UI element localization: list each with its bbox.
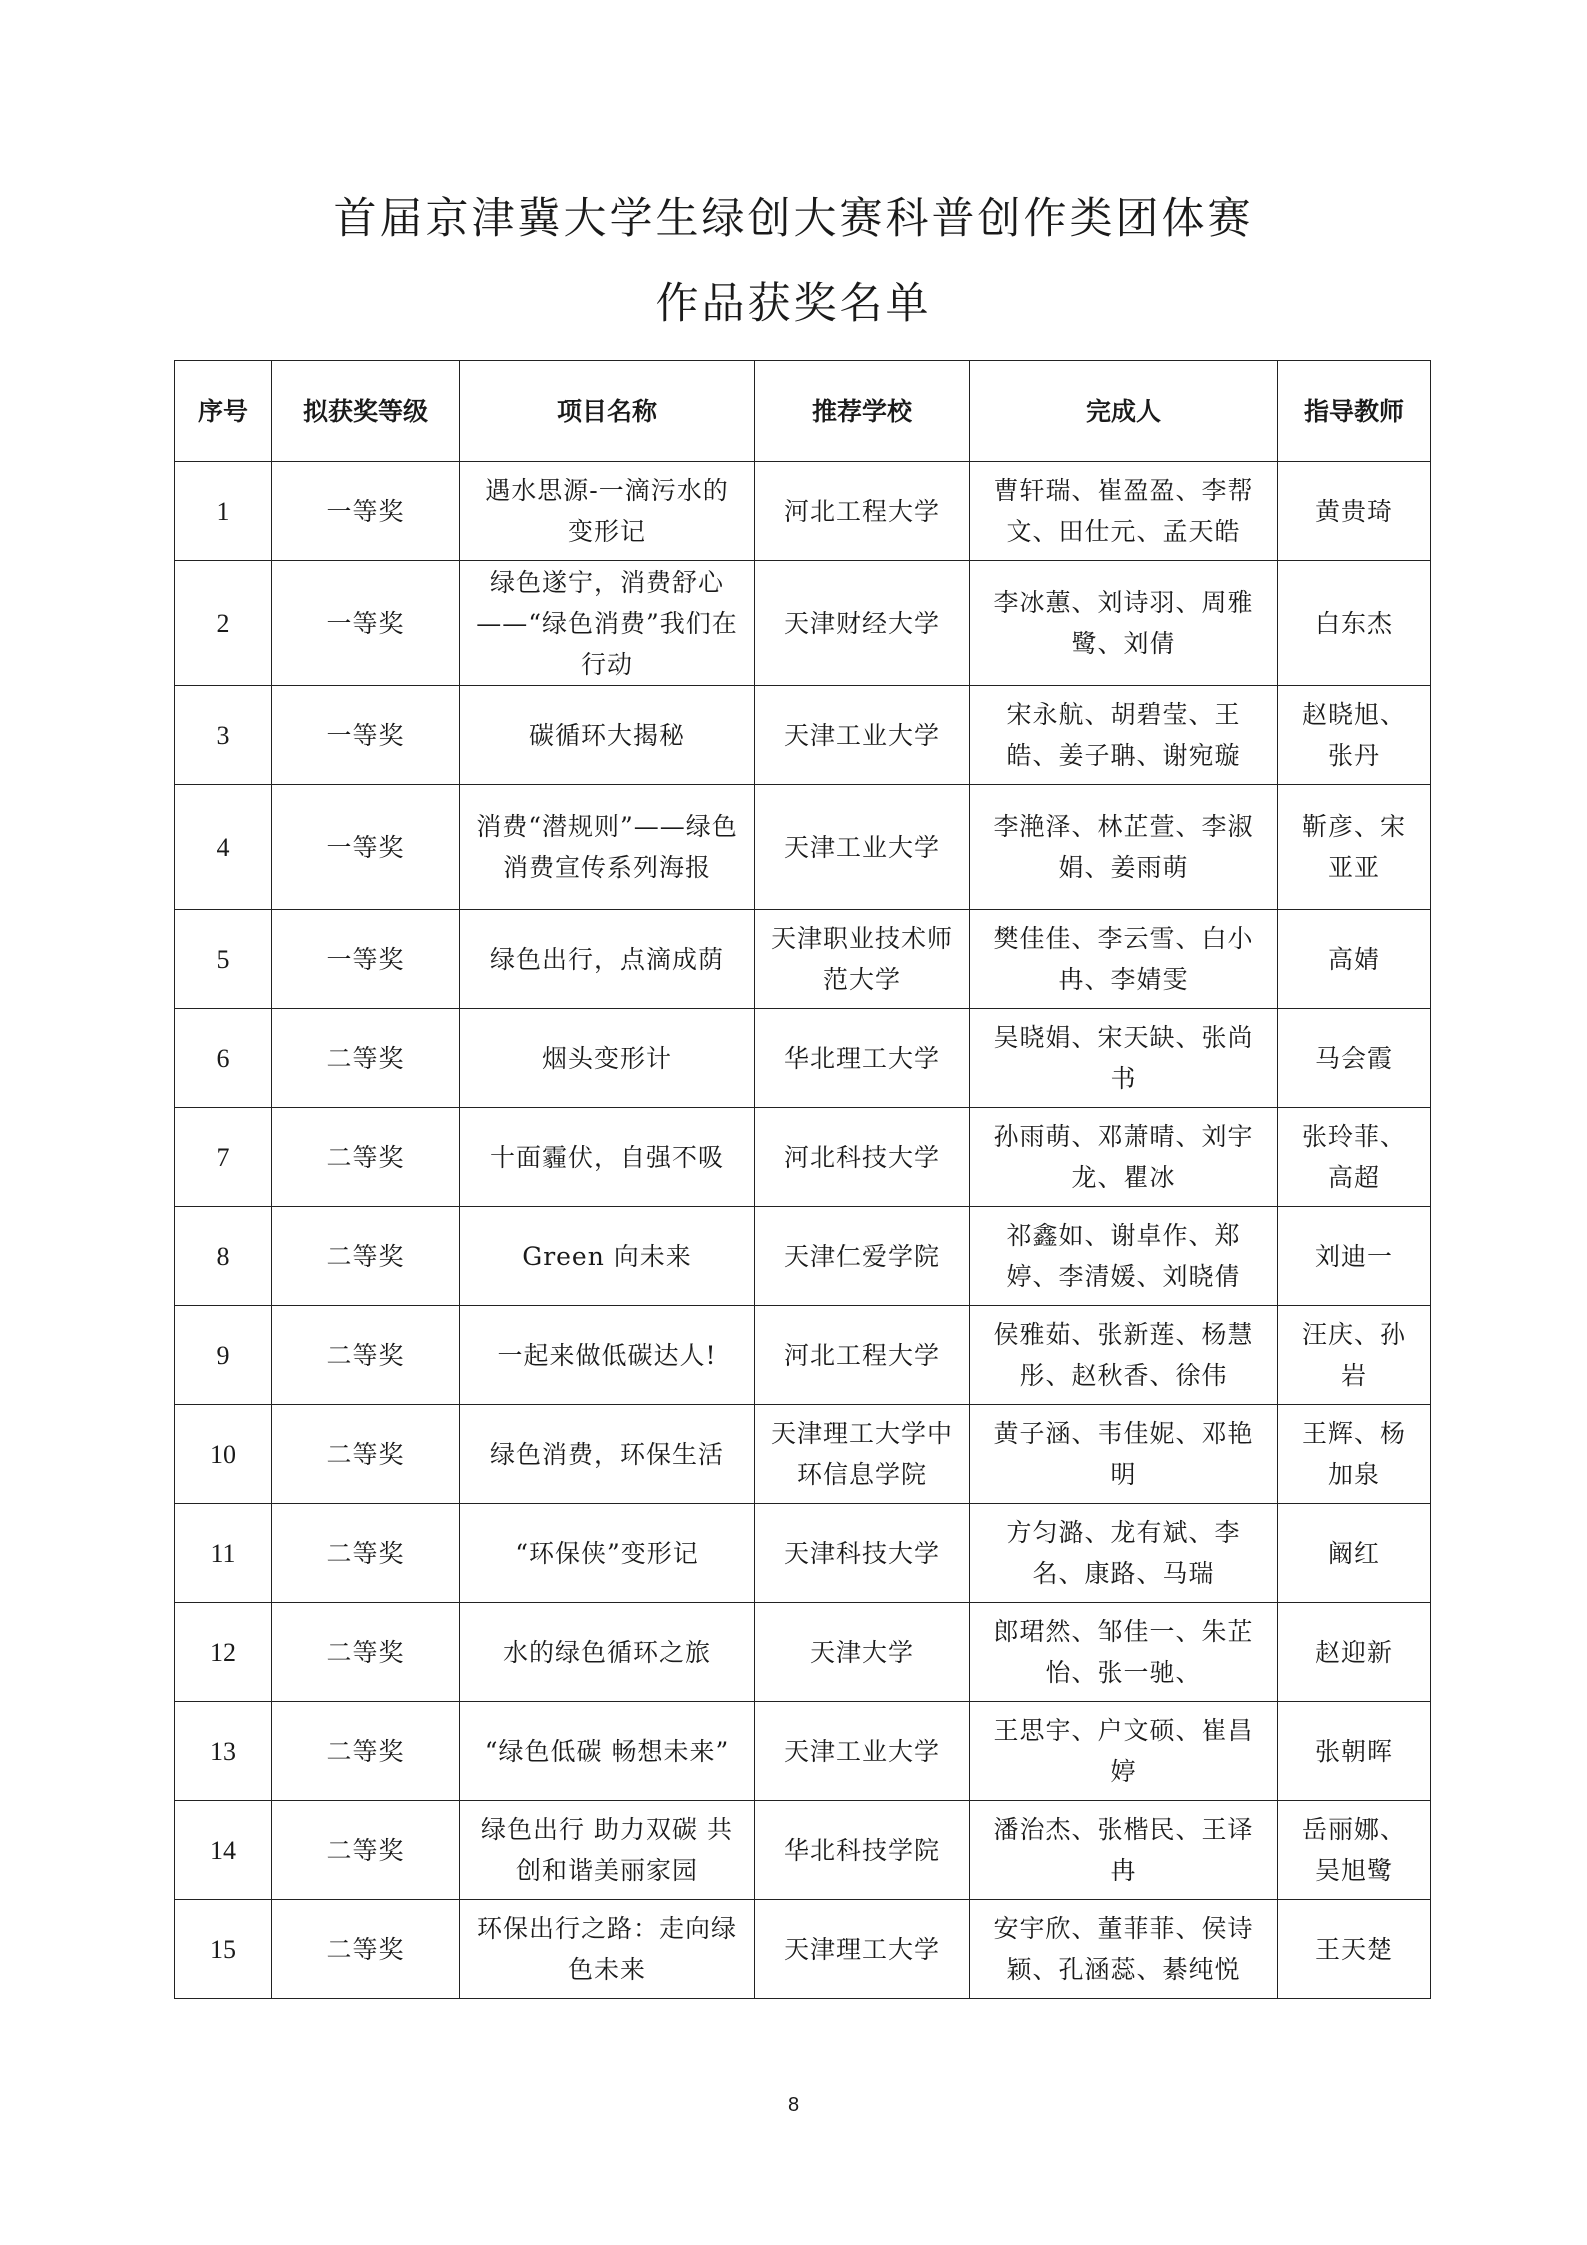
document-title — [0, 194, 1587, 329]
cell-teacher: 马会霞 — [1278, 1009, 1431, 1108]
cell-project-name: 绿色出行 助力双碳 共创和谐美丽家园 — [460, 1801, 755, 1900]
awards-table — [174, 360, 1431, 1999]
cell-number: 12 — [175, 1603, 272, 1702]
cell-number: 7 — [175, 1108, 272, 1207]
cell-teacher: 王辉、杨加泉 — [1278, 1405, 1431, 1504]
cell-teacher: 汪庆、孙岩 — [1278, 1306, 1431, 1405]
cell-school: 河北科技大学 — [755, 1108, 970, 1207]
table-row — [175, 1603, 1431, 1702]
cell-project-name: 消费“潜规则”——绿色消费宣传系列海报 — [460, 785, 755, 910]
table-row — [175, 1702, 1431, 1801]
cell-award-level: 二等奖 — [272, 1900, 460, 1999]
title-line-1: 首届京津冀大学生绿创大赛科普创作类团体赛 — [333, 194, 1254, 244]
cell-members: 宋永航、胡碧莹、王皓、姜子聃、谢宛璇 — [970, 686, 1278, 785]
cell-school: 华北理工大学 — [755, 1009, 970, 1108]
cell-teacher: 靳彦、宋亚亚 — [1278, 785, 1431, 910]
cell-school: 天津科技大学 — [755, 1504, 970, 1603]
cell-members: 侯雅茹、张新莲、杨慧彤、赵秋香、徐伟 — [970, 1306, 1278, 1405]
cell-number: 11 — [175, 1504, 272, 1603]
cell-members: 安宇欣、董菲菲、侯诗颖、孔涵蕊、綦纯悦 — [970, 1900, 1278, 1999]
cell-award-level: 一等奖 — [272, 910, 460, 1009]
cell-members: 樊佳佳、李云雪、白小冉、李婧雯 — [970, 910, 1278, 1009]
header-school: 推荐学校 — [755, 361, 970, 462]
cell-teacher: 赵迎新 — [1278, 1603, 1431, 1702]
table-row — [175, 561, 1431, 686]
table-row — [175, 462, 1431, 561]
cell-number: 3 — [175, 686, 272, 785]
cell-number: 10 — [175, 1405, 272, 1504]
cell-number: 1 — [175, 462, 272, 561]
cell-project-name: 环保出行之路：走向绿色未来 — [460, 1900, 755, 1999]
cell-members: 吴晓娟、宋天缺、张尚书 — [970, 1009, 1278, 1108]
cell-project-name: 烟头变形计 — [460, 1009, 755, 1108]
cell-members: 王思宇、户文硕、崔昌婷 — [970, 1702, 1278, 1801]
cell-teacher: 赵晓旭、张丹 — [1278, 686, 1431, 785]
cell-teacher: 阚红 — [1278, 1504, 1431, 1603]
table-header-row — [175, 361, 1431, 462]
cell-teacher: 岳丽娜、吴旭鹭 — [1278, 1801, 1431, 1900]
cell-project-name: 碳循环大揭秘 — [460, 686, 755, 785]
cell-members: 黄子涵、韦佳妮、邓艳明 — [970, 1405, 1278, 1504]
table-row — [175, 1801, 1431, 1900]
cell-members: 祁鑫如、谢卓作、郑婷、李清媛、刘晓倩 — [970, 1207, 1278, 1306]
cell-number: 8 — [175, 1207, 272, 1306]
header-project-name: 项目名称 — [460, 361, 755, 462]
cell-award-level: 二等奖 — [272, 1009, 460, 1108]
cell-teacher: 白东杰 — [1278, 561, 1431, 686]
cell-project-name: 一起来做低碳达人! — [460, 1306, 755, 1405]
table-row — [175, 1207, 1431, 1306]
cell-teacher: 高婧 — [1278, 910, 1431, 1009]
cell-school: 天津工业大学 — [755, 1702, 970, 1801]
cell-members: 方匀潞、龙有斌、李名、康路、马瑞 — [970, 1504, 1278, 1603]
table-row — [175, 1306, 1431, 1405]
header-award-level: 拟获奖等级 — [272, 361, 460, 462]
cell-award-level: 二等奖 — [272, 1801, 460, 1900]
cell-teacher: 黄贵琦 — [1278, 462, 1431, 561]
cell-members: 潘治杰、张楷民、王译冉 — [970, 1801, 1278, 1900]
cell-number: 4 — [175, 785, 272, 910]
table-row — [175, 1504, 1431, 1603]
cell-number: 5 — [175, 910, 272, 1009]
cell-school: 天津理工大学 — [755, 1900, 970, 1999]
cell-number: 13 — [175, 1702, 272, 1801]
cell-members: 曹轩瑞、崔盈盈、李帮文、田仕元、孟天皓 — [970, 462, 1278, 561]
cell-project-name: “绿色低碳 畅想未来” — [460, 1702, 755, 1801]
cell-project-name: 绿色出行，点滴成荫 — [460, 910, 755, 1009]
cell-school: 天津大学 — [755, 1603, 970, 1702]
table-row — [175, 910, 1431, 1009]
cell-number: 14 — [175, 1801, 272, 1900]
cell-number: 15 — [175, 1900, 272, 1999]
cell-teacher: 张玲菲、高超 — [1278, 1108, 1431, 1207]
header-number: 序号 — [175, 361, 272, 462]
cell-number: 9 — [175, 1306, 272, 1405]
table-row — [175, 1009, 1431, 1108]
cell-project-name: 十面霾伏，自强不吸 — [460, 1108, 755, 1207]
table-row — [175, 1900, 1431, 1999]
cell-school: 河北工程大学 — [755, 1306, 970, 1405]
cell-teacher: 刘迪一 — [1278, 1207, 1431, 1306]
table-row — [175, 1108, 1431, 1207]
cell-number: 6 — [175, 1009, 272, 1108]
cell-school: 天津工业大学 — [755, 686, 970, 785]
cell-award-level: 二等奖 — [272, 1207, 460, 1306]
cell-project-name: 绿色遂宁，消费舒心——“绿色消费”我们在行动 — [460, 561, 755, 686]
cell-award-level: 二等奖 — [272, 1702, 460, 1801]
cell-teacher: 王天楚 — [1278, 1900, 1431, 1999]
cell-award-level: 二等奖 — [272, 1405, 460, 1504]
title-line-2: 作品获奖名单 — [655, 279, 932, 329]
cell-school: 河北工程大学 — [755, 462, 970, 561]
header-teacher: 指导教师 — [1278, 361, 1431, 462]
table-row — [175, 1405, 1431, 1504]
cell-project-name: 绿色消费，环保生活 — [460, 1405, 755, 1504]
cell-award-level: 一等奖 — [272, 686, 460, 785]
cell-award-level: 二等奖 — [272, 1603, 460, 1702]
cell-project-name: Green 向未来 — [460, 1207, 755, 1306]
cell-project-name: 遇水思源-一滴污水的变形记 — [460, 462, 755, 561]
cell-members: 孙雨萌、邓萧晴、刘宇龙、瞿冰 — [970, 1108, 1278, 1207]
cell-school: 天津职业技术师范大学 — [755, 910, 970, 1009]
cell-school: 天津理工大学中环信息学院 — [755, 1405, 970, 1504]
cell-number: 2 — [175, 561, 272, 686]
cell-award-level: 二等奖 — [272, 1108, 460, 1207]
cell-award-level: 一等奖 — [272, 561, 460, 686]
cell-teacher: 张朝晖 — [1278, 1702, 1431, 1801]
cell-members: 李滟泽、林芷萱、李淑娟、姜雨萌 — [970, 785, 1278, 910]
cell-award-level: 二等奖 — [272, 1306, 460, 1405]
cell-award-level: 一等奖 — [272, 785, 460, 910]
cell-project-name: 水的绿色循环之旅 — [460, 1603, 755, 1702]
table-row — [175, 785, 1431, 910]
cell-members: 郎珺然、邹佳一、朱芷怡、张一驰、 — [970, 1603, 1278, 1702]
cell-members: 李冰蕙、刘诗羽、周雅鹭、刘倩 — [970, 561, 1278, 686]
cell-school: 天津仁爱学院 — [755, 1207, 970, 1306]
page-number: 8 — [787, 2094, 800, 2116]
cell-school: 天津财经大学 — [755, 561, 970, 686]
cell-project-name: “环保侠”变形记 — [460, 1504, 755, 1603]
cell-school: 天津工业大学 — [755, 785, 970, 910]
cell-award-level: 二等奖 — [272, 1504, 460, 1603]
cell-award-level: 一等奖 — [272, 462, 460, 561]
table-row — [175, 686, 1431, 785]
cell-school: 华北科技学院 — [755, 1801, 970, 1900]
header-members: 完成人 — [970, 361, 1278, 462]
